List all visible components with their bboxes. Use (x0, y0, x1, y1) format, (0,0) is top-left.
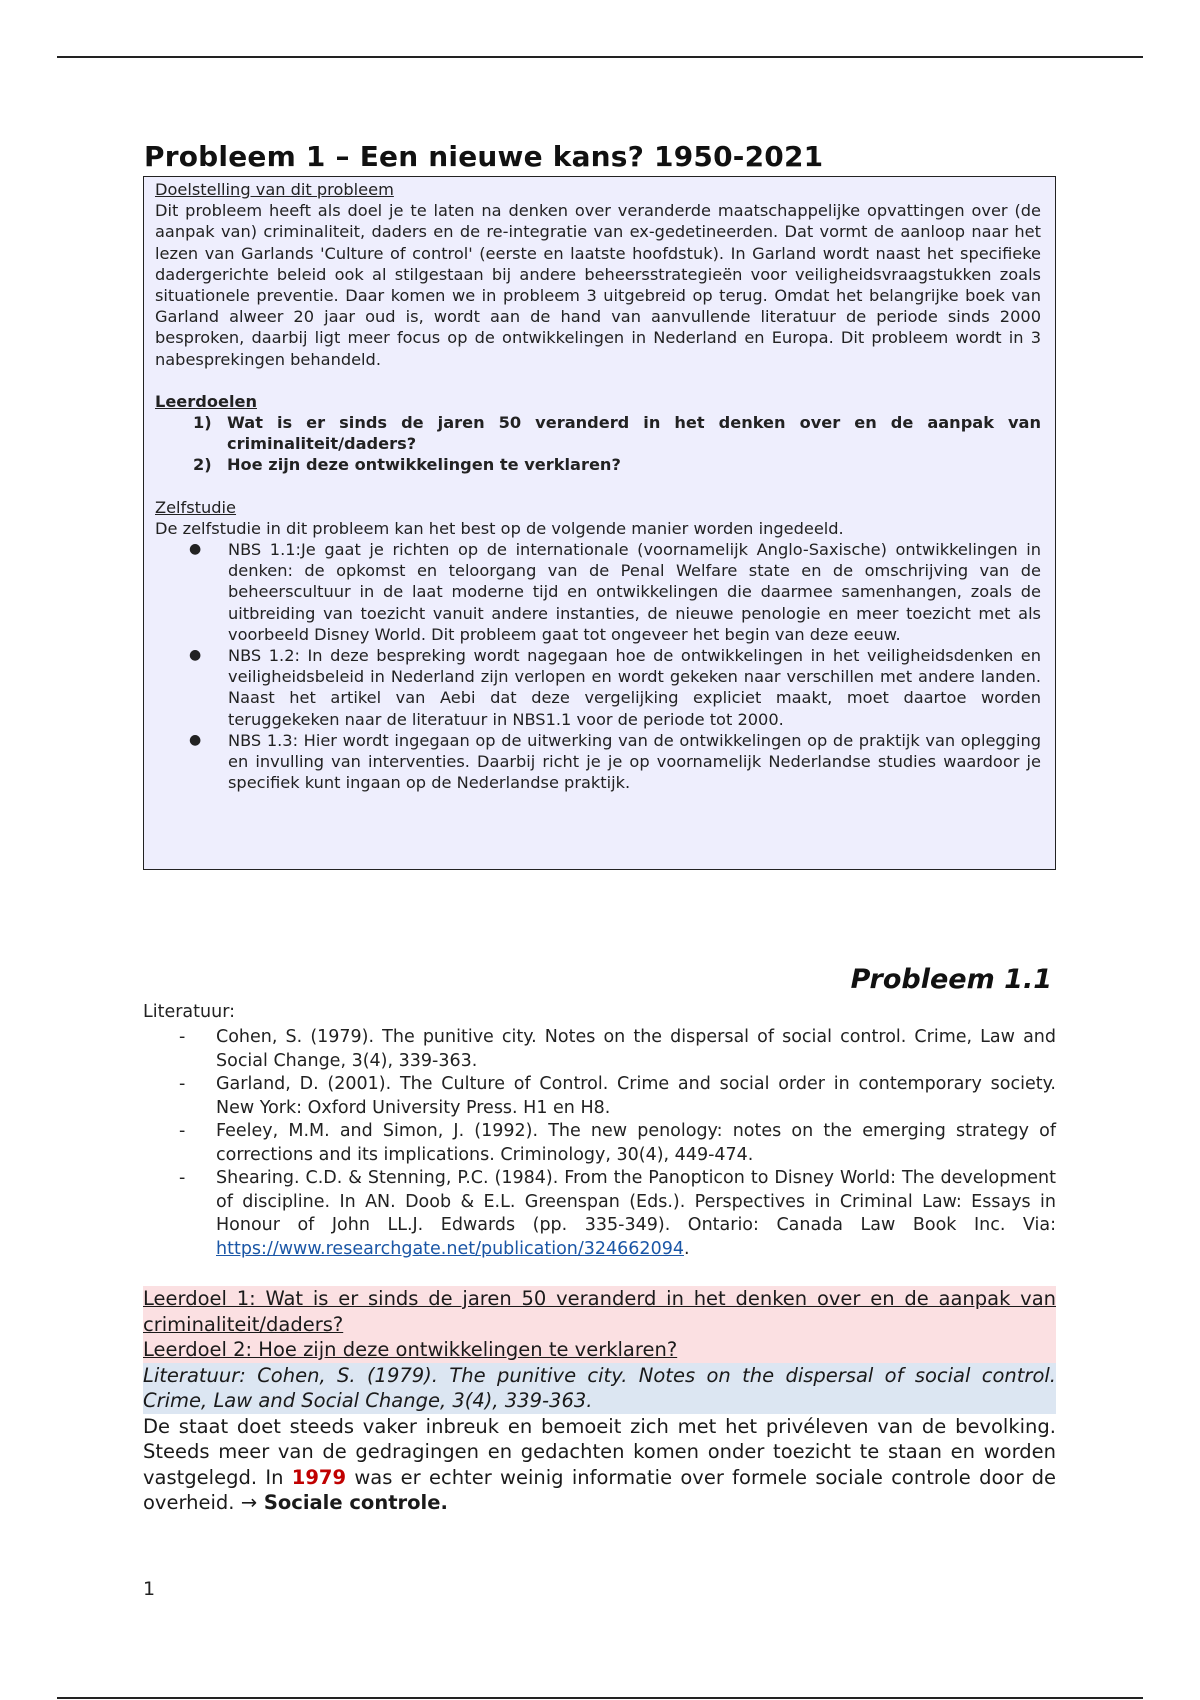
bullet-icon: ● (189, 647, 202, 664)
reference-item (143, 1026, 1056, 1073)
list-item (189, 645, 1041, 730)
reference-end: . (683, 1238, 690, 1259)
reference-text: Cohen, S. (1979). The punitive city. Notes on the dispersal of social control. Crime, Law and Social Change, 3(4), 339-363. (216, 1027, 1056, 1071)
key-term: Sociale controle. (257, 1491, 448, 1514)
list-item (189, 730, 1041, 794)
section-heading: Probleem 1.1 (850, 964, 1052, 995)
zelfstudie-item-text: NBS 1.3: Hier wordt ingegaan op de uitwerking van de ontwikkelingen op de praktijk van oplegging en invulling van interventies. Daarbij richt je je op voornamelijk Nederlandse studies waardoor je specifiek kunt ingaan op de Nederlandse praktijk. (228, 730, 1041, 793)
body-paragraph (143, 1414, 1056, 1516)
zelfstudie-intro: De zelfstudie in dit probleem kan het best op de volgende manier worden ingedeeld. (155, 518, 844, 538)
reference-text: Feeley, M.M. and Simon, J. (1992). The new penology: notes on the emerging strategy of corrections and its implications. Criminology, 30(4), 449-474. (216, 1121, 1056, 1165)
dash-icon: - (179, 1168, 186, 1188)
reference-text: Garland, D. (2001). The Culture of Control. Crime and social order in contemporary society. New York: Oxford University Press. H1 en H8. (216, 1074, 1056, 1118)
highlight-year: 1979 (291, 1465, 347, 1489)
problem-info-box (143, 176, 1056, 870)
reference-text-part: Shearing. C.D. & Stenning, P.C. (1984). From the Panopticon to Disney World: The development of discipline. In AN. Doob & E.L. Greenspan (Eds.). Perspectives in Criminal Law: Essays in Honour of John LL.J. Edwards (pp. 335-349). Ontario: Canada Law Book Inc. Via: (216, 1168, 1056, 1235)
zelfstudie-list (155, 539, 1041, 793)
page-number: 1 (143, 1578, 156, 1600)
zelfstudie-item-text: NBS 1.2: In deze bespreking wordt nagegaan hoe de ontwikkelingen in het veiligheidsdenken en veiligheidsbeleid in Nederland zijn verlopen en wordt gekeken naar verschillen met andere landen. Naast het artikel van Aebi dat deze vergelijking expliciet maakt, moet daartoe worden teruggekeken naar de literatuur in NBS1.1 voor de periode tot 2000. (228, 646, 1041, 729)
spacer (155, 370, 1041, 391)
leerdoel-text: Wat is er sinds de jaren 50 veranderd in het denken over en de aanpak van criminaliteit/daders? (227, 413, 1041, 454)
reference-text (216, 1167, 1056, 1261)
leerdoelen-label: Leerdoelen (155, 391, 257, 411)
literatuur-label: Literatuur: (143, 1002, 235, 1022)
reference-item (143, 1073, 1056, 1120)
footer-rule (57, 1697, 1143, 1699)
dash-icon: - (179, 1027, 186, 1047)
spacer (155, 476, 1041, 497)
reference-item (143, 1120, 1056, 1167)
bullet-icon: ● (189, 731, 202, 748)
dash-icon: - (179, 1074, 186, 1094)
researchgate-link[interactable]: https://www.researchgate.net/publication/324662094 (216, 1238, 684, 1259)
reference-list (143, 1026, 1056, 1261)
paragraph-text: De staat doet steeds vaker inbreuk en bemoeit zich met het privéleven van de bevolking. Steeds meer van de gedragingen en gedachten komen onder toezicht te staan en worden vastgelegd. In (143, 1414, 1056, 1489)
list-number: 1) (193, 413, 212, 433)
leerdoel-text: Hoe zijn deze ontwikkelingen te verklaren? (227, 455, 621, 475)
doelstelling-label: Doelstelling van dit probleem (155, 180, 394, 199)
leerdoel-1-heading: Leerdoel 1: Wat is er sinds de jaren 50 veranderd in het denken over en de aanpak van criminaliteit/daders? (143, 1287, 1056, 1336)
header-rule (57, 56, 1143, 58)
list-number: 2) (193, 455, 212, 475)
list-item (193, 454, 1041, 475)
list-item (193, 412, 1041, 454)
zelfstudie-label: Zelfstudie (155, 497, 237, 517)
study-notes (143, 1286, 1056, 1516)
bullet-icon: ● (189, 541, 202, 558)
zelfstudie-item-text: NBS 1.1:Je gaat je richten op de internationale (voornamelijk Anglo-Saxische) ontwikkelingen in denken: de opkomst en teloorgang van de Penal Welfare state en de omschrijving van de beheerscultuur in de laat moderne tijd en ontwikkelingen die daarmee samenhangen, zoals de uitbreiding van toezicht vanuit andere instanties, de nieuwe penologie en meer toezicht met als voorbeeld Disney World. Dit probleem gaat tot ongeveer het begin van deze eeuw. (228, 540, 1041, 644)
leerdoelen-list (155, 412, 1041, 476)
arrow-icon: → (240, 1491, 258, 1514)
list-item (189, 539, 1041, 645)
literatuur-highlight: Literatuur: Cohen, S. (1979). The punitive city. Notes on the dispersal of social control. Crime, Law and Social Change, 3(4), 339-363. (143, 1363, 1056, 1412)
leerdoel-2-heading: Leerdoel 2: Hoe zijn deze ontwikkelingen te verklaren? (143, 1337, 1056, 1363)
doelstelling-text: Dit probleem heeft als doel je te laten na denken over veranderde maatschappelijke opvattingen over (de aanpak van) criminaliteit, daders en de re-integratie van ex-gedetineerden. Dat vormt de aanloop naar het lezen van Garlands 'Culture of control' (eerste en laatste hoofdstuk). In Garland wordt naast het specifieke dadergerichte beleid ook al stilgestaan bij andere beheersstrategieën voor veiligheidsvraagstukken zoals situationele preventie. Daar komen we in probleem 3 uitgebreid op terug. Omdat het belangrijke boek van Garland alweer 20 jaar oud is, wordt aan de hand van aanvullende literatuur de periode sinds 2000 besproken, daarbij ligt meer focus op de ontwikkelingen in Nederland en Europa. Dit probleem wordt in 3 nabesprekingen behandeld. (155, 201, 1041, 369)
page-title: Probleem 1 – Een nieuwe kans? 1950-2021 (144, 140, 824, 173)
dash-icon: - (179, 1121, 186, 1141)
reference-item (143, 1167, 1056, 1261)
paragraph-text: was er echter weinig informatie over formele sociale controle door de overheid. (143, 1465, 1057, 1514)
